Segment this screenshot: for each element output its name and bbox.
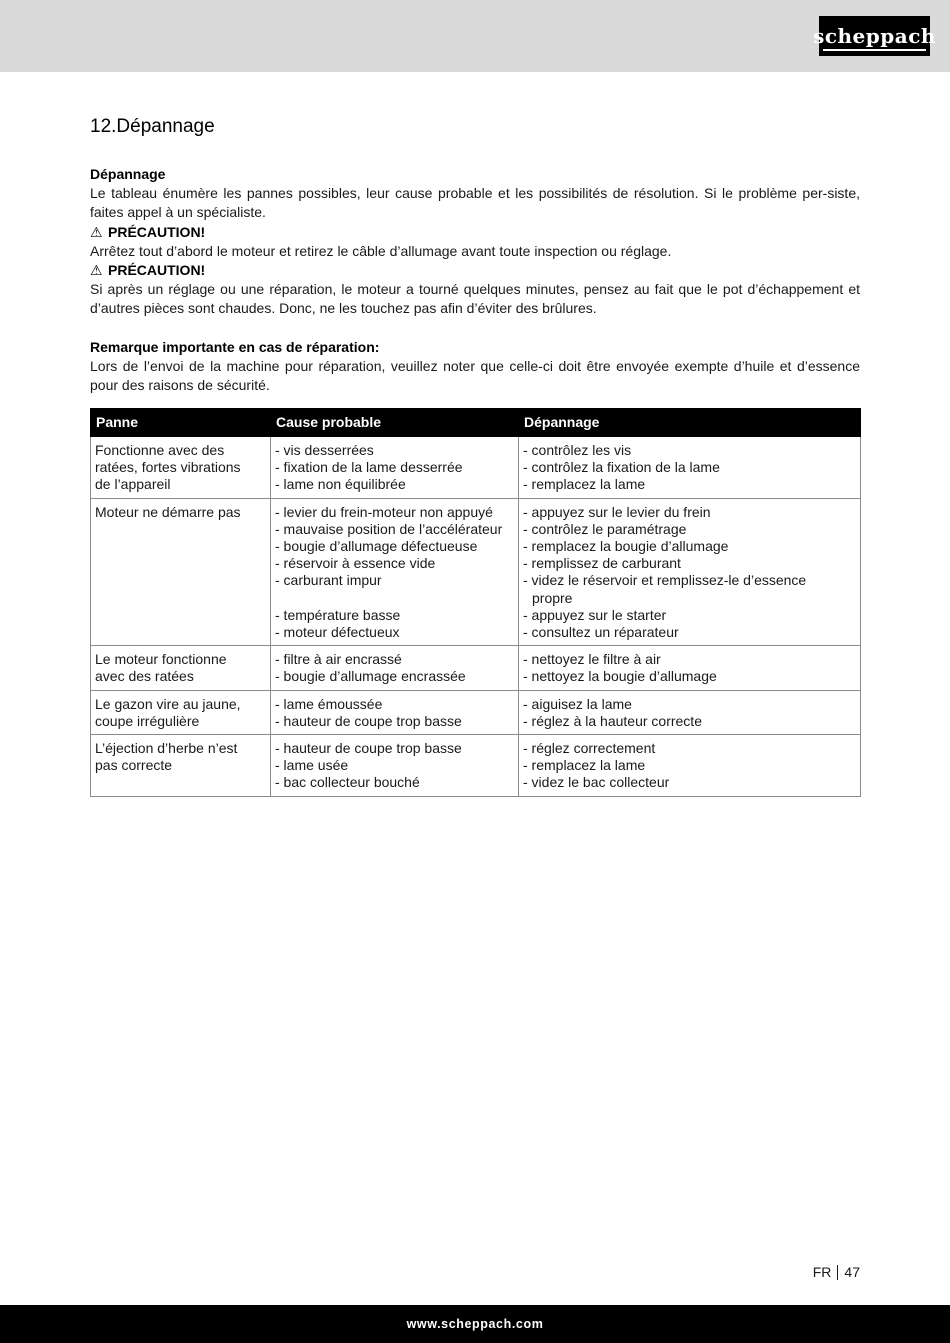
intro-paragraph: Le tableau énumère les pannes possibles, leur cause probable et les possibilités de résolution. Si le problème per-siste, faites appel à un spécialiste.	[90, 185, 860, 221]
cell-line: - réglez à la hauteur correcte	[523, 712, 702, 729]
cell-line: - hauteur de coupe trop basse	[275, 740, 462, 757]
cell-line: - nettoyez la bougie d’allumage	[523, 668, 717, 685]
section-content	[90, 114, 860, 395]
table-row	[91, 735, 861, 797]
cell-line: coupe irrégulière	[95, 712, 200, 729]
cell-line: ratées, fortes vibrations	[95, 459, 241, 476]
warning-triangle-icon: ⚠	[90, 223, 103, 240]
remark-heading: Remarque importante en cas de réparation:	[90, 338, 380, 355]
caution-label-text-2: PRÉCAUTION!	[108, 262, 206, 279]
cell-panne	[91, 498, 271, 646]
cell-panne	[91, 437, 271, 499]
cell-line: - vis desserrées	[275, 442, 374, 458]
cell-panne	[91, 646, 271, 690]
page-number-divider	[837, 1265, 838, 1280]
cell-line: - lame émoussée	[275, 695, 383, 712]
cell-line: - hauteur de coupe trop basse	[275, 712, 462, 729]
cell-line: de l’appareil	[95, 476, 171, 493]
warning-triangle-icon: ⚠	[90, 262, 103, 279]
caution-label-2	[90, 261, 860, 280]
page-lang: FR	[812, 1264, 832, 1280]
cell-remede	[519, 735, 861, 797]
caution-text-1: Arrêtez tout d’abord le moteur et retirez le câble d’allumage avant toute inspection ou réglage.	[90, 242, 672, 259]
cell-line: Le gazon vire au jaune,	[95, 695, 241, 712]
cell-cause	[271, 498, 519, 646]
table-row	[91, 690, 861, 734]
footer-url: www.scheppach.com	[406, 1317, 544, 1331]
cell-remede	[519, 498, 861, 646]
header-panne: Panne	[91, 409, 271, 437]
table-row	[91, 437, 861, 499]
cell-line: - lame usée	[275, 757, 349, 774]
cell-cause	[271, 690, 519, 734]
cell-line: - appuyez sur le starter	[523, 606, 667, 623]
cell-remede	[519, 690, 861, 734]
cell-panne	[91, 690, 271, 734]
cell-cause	[271, 735, 519, 797]
cell-line: L’éjection d’herbe n’est	[95, 740, 238, 757]
cell-line: - aiguisez la lame	[523, 695, 632, 712]
cell-line: - mauvaise position de l’accélérateur	[275, 520, 503, 537]
header-cause: Cause probable	[271, 409, 519, 437]
cell-line: - contrôlez les vis	[523, 442, 632, 458]
cell-line: - nettoyez le filtre à air	[523, 651, 661, 668]
cell-line: - bougie d’allumage encrassée	[275, 668, 466, 685]
table-header-row	[91, 409, 861, 437]
cell-line: - videz le réservoir et remplissez-le d’essence	[523, 572, 807, 589]
remark-text: Lors de l’envoi de la machine pour réparation, veuillez noter que celle-ci doit être envoyée exempte d’huile et d’essence pour des raisons de sécurité.	[90, 357, 860, 394]
cell-line: - filtre à air encrassé	[275, 651, 402, 668]
cell-line: - bac collecteur bouché	[275, 774, 420, 791]
cell-line: - carburant impur	[275, 572, 382, 589]
cell-remede	[519, 646, 861, 690]
section-title	[90, 114, 860, 140]
brand-logo	[813, 16, 936, 56]
cell-line	[275, 590, 514, 607]
cell-line: - videz le bac collecteur	[523, 774, 670, 791]
cell-line: - remplacez la lame	[523, 476, 646, 493]
cell-cause	[271, 437, 519, 499]
cell-line: Le moteur fonctionne	[95, 651, 227, 668]
cell-line: propre	[532, 589, 573, 606]
cell-line: - lame non équilibrée	[275, 476, 406, 493]
cell-remede	[519, 437, 861, 499]
table-row	[91, 498, 861, 646]
cell-line: - consultez un réparateur	[523, 624, 679, 641]
section-number: 12.	[90, 116, 117, 137]
table-row	[91, 646, 861, 690]
logo-text: scheppach	[813, 24, 936, 48]
cell-line: - température basse	[275, 606, 401, 623]
cell-line: - contrôlez la fixation de la lame	[523, 459, 720, 476]
cell-line: - fixation de la lame desserrée	[275, 459, 463, 476]
cell-cause	[271, 646, 519, 690]
cell-line: pas correcte	[95, 757, 173, 774]
caution-label-text-1: PRÉCAUTION!	[108, 223, 206, 240]
cell-panne	[91, 735, 271, 797]
page-number-value: 47	[844, 1264, 860, 1280]
cell-line: - remplacez la bougie d’allumage	[523, 538, 729, 555]
subheading: Dépannage	[90, 166, 166, 182]
cell-line: - réservoir à essence vide	[275, 555, 436, 572]
footer-band	[0, 1305, 950, 1343]
page-number	[813, 1264, 860, 1280]
cell-line: avec des ratées	[95, 668, 194, 685]
caution-text-2: Si après un réglage ou une réparation, le moteur a tourné quelques minutes, pensez au fait que le pot d’échappement et d’autres pièces sont chaudes. Donc, ne les touchez pas afin d’éviter des brûlures.	[90, 281, 860, 317]
header-band	[0, 0, 950, 72]
cell-line: - moteur défectueux	[275, 624, 400, 641]
cell-line: - remplacez la lame	[523, 757, 646, 774]
section-title-text: Dépannage	[116, 116, 215, 137]
cell-line: Moteur ne démarre pas	[95, 503, 241, 520]
cell-line: - levier du frein-moteur non appuyé	[275, 503, 493, 520]
cell-line: - bougie d’allumage défectueuse	[275, 538, 478, 555]
cell-line: - réglez correctement	[523, 740, 656, 757]
cell-line: Fonctionne avec des	[95, 442, 225, 458]
troubleshooting-table	[90, 408, 861, 797]
caution-label-1	[90, 223, 860, 242]
cell-line: - appuyez sur le levier du frein	[523, 503, 711, 520]
cell-line: - remplissez de carburant	[523, 555, 681, 572]
header-depannage: Dépannage	[519, 409, 861, 437]
cell-line: - contrôlez le paramétrage	[523, 520, 687, 537]
